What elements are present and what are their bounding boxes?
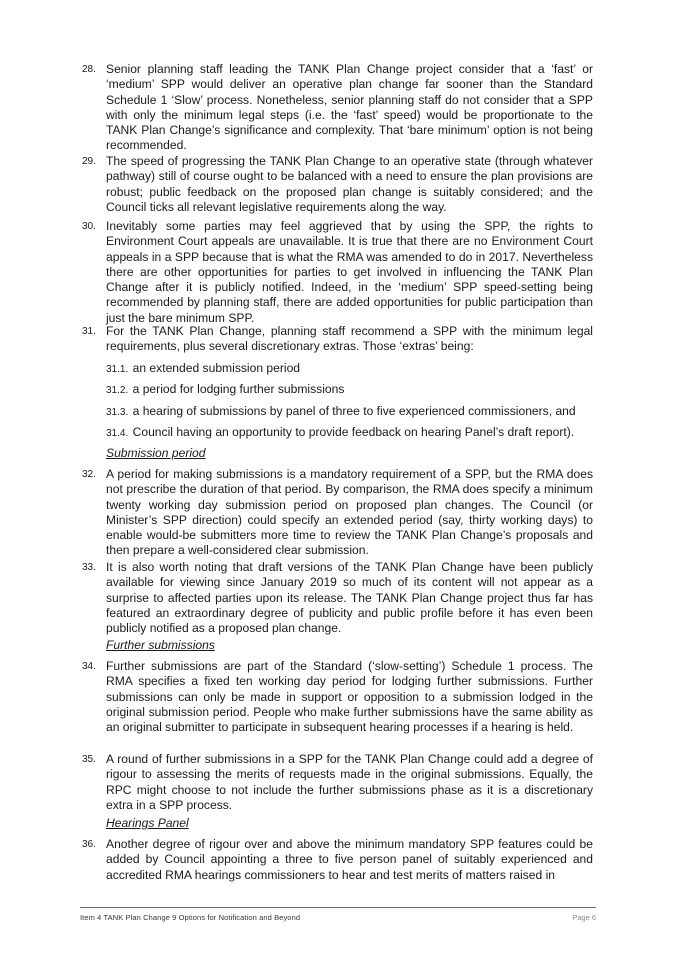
paragraph-text: The speed of progressing the TANK Plan Change to an operative state (through whatever pathway) still of course ought to be balanced with a need to ensure the plan provisions are robust; public feedback on the proposed plan change is suitably considered; and the Council ticks all relevant legislative requirements along the way.: [106, 154, 593, 214]
paragraph-number: 32.: [82, 469, 96, 480]
section-heading-submission-period: Submission period: [106, 446, 206, 460]
paragraph-36: [82, 837, 593, 883]
paragraph-number: 35.: [82, 754, 96, 765]
paragraph-number: 33.: [82, 562, 96, 573]
paragraph-text: Further submissions are part of the Standard (‘slow-setting’) Schedule 1 process. The RMA specifies a fixed ten working day period for lodging further submissions. Further submissions can only be made in support or opposition to a submission lodged in the original submission period. People who make further submissions have the same ability as an original submitter to participate in subsequent hearing processes if a hearing is held.: [106, 659, 593, 735]
paragraph-34: [82, 659, 593, 735]
paragraph-31: [82, 324, 593, 355]
list-item-number: 31.2.: [106, 385, 129, 396]
paragraph-text: Inevitably some parties may feel aggrieved that by using the SPP, the rights to Environment Court appeals are unavailable. It is true that there are no Environment Court appeals in a SPP because that is what the RMA was amended to do in 2017. Nevertheless there are other opportunities for parties to get involved in influencing the TANK Plan Change after it is publicly notified. Indeed, in the ‘medium’ SPP speed-setting being recommended by planning staff, there are added opportunities for public participation than just the bare minimum SPP.: [106, 219, 593, 325]
footer-title: Item 4 TANK Plan Change 9 Options for Notification and Beyond: [80, 913, 301, 922]
paragraph-35: [82, 752, 593, 813]
list-item-text: a hearing of submissions by panel of three to five experienced commissioners, and: [132, 404, 576, 418]
paragraph-number: 30.: [82, 221, 96, 232]
footer-divider: [80, 907, 596, 908]
section-heading-further-submissions: Further submissions: [106, 638, 215, 652]
paragraph-number: 31.: [82, 326, 96, 337]
page-number: Page 6: [572, 913, 596, 922]
list-item: [106, 425, 574, 441]
paragraph-text: Another degree of rigour over and above the minimum mandatory SPP features could be added by Council appointing a three to five person panel of suitably experienced and accredited RMA hearings commissioners to hear and test merits of matters raised in: [106, 837, 593, 882]
list-item-text: Council having an opportunity to provide feedback on hearing Panel’s draft report).: [132, 425, 575, 439]
paragraph-text: It is also worth noting that draft versions of the TANK Plan Change have been publicly available for viewing since January 2019 so much of its content will not appear as a surprise to affected parties upon its release. The TANK Plan Change project thus far has featured an extraordinary degree of publicity and public profile before it has even been publicly notified as a proposed plan change.: [106, 560, 593, 636]
paragraph-text: A round of further submissions in a SPP for the TANK Plan Change could add a degree of rigour to assessing the merits of requests made in the original submissions. Equally, the RPC might choose to not include the further submissions phase as it is a discretionary extra in a SPP process.: [106, 752, 593, 812]
list-item: [106, 382, 344, 398]
paragraph-33: [82, 560, 593, 636]
paragraph-number: 34.: [82, 661, 96, 672]
paragraph-32: [82, 467, 593, 559]
list-item: [106, 361, 300, 377]
list-item-text: an extended submission period: [132, 361, 301, 375]
list-item-number: 31.4.: [106, 428, 129, 439]
list-item: [106, 404, 576, 420]
paragraph-29: [82, 154, 593, 215]
paragraph-28: [82, 62, 593, 154]
paragraph-number: 29.: [82, 156, 96, 167]
paragraph-text: Senior planning staff leading the TANK Plan Change project consider that a ‘fast’ or ‘medium’ SPP would deliver an operative plan change far sooner than the Standard Schedule 1 ‘Slow’ process. Nonetheless, senior planning staff do not consider that a SPP with only the minimum legal steps (i.e. the ‘fast’ speed) would be proportionate to the TANK Plan Change’s significance and complexity. That ‘bare minimum’ option is not being recommended.: [106, 62, 593, 153]
list-item-text: a period for lodging further submissions: [132, 382, 345, 396]
paragraph-number: 28.: [82, 64, 96, 75]
paragraph-text: A period for making submissions is a mandatory requirement of a SPP, but the RMA does not prescribe the duration of that period. By comparison, the RMA does specify a minimum twenty working day submission period on proposed plan changes. The Council (or Minister’s SPP direction) could specify an extended period (say, thirty working days) to enable would-be submitters more time to review the TANK Plan Change’s proposals and then prepare a well-considered clear submission.: [106, 467, 593, 558]
paragraph-text: For the TANK Plan Change, planning staff recommend a SPP with the minimum legal requirements, plus several discretionary extras. Those ‘extras’ being:: [106, 324, 593, 354]
paragraph-number: 36.: [82, 839, 96, 850]
list-item-number: 31.1.: [106, 364, 129, 375]
section-heading-hearings-panel: Hearings Panel: [106, 816, 189, 830]
list-item-number: 31.3.: [106, 407, 129, 418]
paragraph-30: [82, 219, 593, 326]
